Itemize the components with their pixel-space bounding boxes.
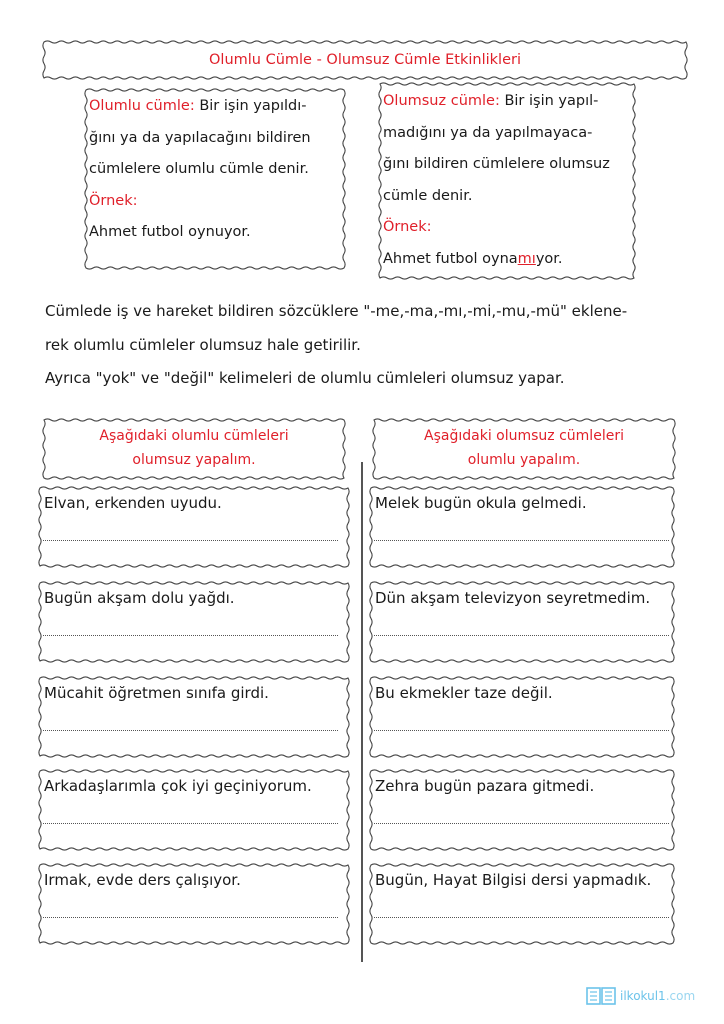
negative-example-text: Ahmet futbol oyna bbox=[383, 250, 518, 267]
exercise-box bbox=[40, 488, 348, 566]
exercise-box bbox=[371, 583, 673, 661]
negative-def-line: cümle denir. bbox=[383, 187, 473, 204]
left-instruction-line: Aşağıdaki olumlu cümleleri bbox=[99, 428, 289, 444]
exercise-box bbox=[371, 865, 673, 943]
answer-line[interactable] bbox=[43, 540, 338, 541]
right-instruction-line: olumlu yapalım. bbox=[467, 452, 581, 468]
page-title: Olumlu Cümle - Olumsuz Cümle Etkinlikleri bbox=[209, 52, 521, 68]
positive-example-label: Örnek: bbox=[89, 192, 138, 209]
answer-line[interactable] bbox=[374, 635, 669, 636]
positive-definition-box bbox=[86, 90, 344, 268]
watermark-tld: .com bbox=[665, 989, 696, 1003]
exercise-sentence: Bugün, Hayat Bilgisi dersi yapmadık. bbox=[375, 871, 652, 889]
watermark-name: ilkokul1 bbox=[620, 989, 666, 1003]
answer-line[interactable] bbox=[43, 917, 338, 918]
negative-example bbox=[383, 244, 610, 276]
exercise-sentence: Mücahit öğretmen sınıfa girdi. bbox=[44, 684, 269, 702]
positive-term: Olumlu cümle: bbox=[89, 98, 195, 114]
right-instruction-box bbox=[374, 420, 674, 478]
negative-def-line: madığını ya da yapılmayaca- bbox=[383, 124, 593, 141]
left-instruction-box bbox=[44, 420, 344, 478]
positive-def-line: ğını ya da yapılacağını bildiren bbox=[89, 129, 311, 146]
watermark-logo bbox=[586, 986, 695, 1006]
answer-line[interactable] bbox=[43, 730, 338, 731]
exercise-sentence: Bugün akşam dolu yağdı. bbox=[44, 589, 235, 607]
book-icon bbox=[586, 986, 616, 1006]
explanation-line: rek olumlu cümleler olumsuz hale getirilir. bbox=[45, 336, 361, 354]
answer-line[interactable] bbox=[43, 823, 338, 824]
negative-example-label: Örnek: bbox=[383, 219, 432, 235]
exercise-box bbox=[40, 583, 348, 661]
exercise-box bbox=[371, 771, 673, 849]
negative-definition-box bbox=[380, 84, 634, 278]
exercise-sentence: Elvan, erkenden uyudu. bbox=[44, 494, 222, 512]
negative-term: Olumsuz cümle: bbox=[383, 93, 500, 109]
answer-line[interactable] bbox=[43, 635, 338, 636]
negative-example-text: yor. bbox=[535, 250, 563, 267]
exercise-sentence: Bu ekmekler taze değil. bbox=[375, 684, 553, 702]
exercise-sentence: Dün akşam televizyon seyretmedim. bbox=[375, 589, 651, 607]
positive-def-line: cümlelere olumlu cümle denir. bbox=[89, 161, 309, 177]
exercise-sentence: Zehra bugün pazara gitmedi. bbox=[375, 777, 595, 795]
exercise-box bbox=[40, 678, 348, 756]
negative-def-line: Bir işin yapıl- bbox=[504, 93, 599, 109]
explanation-line: Ayrıca "yok" ve "değil" kelimeleri de olumlu cümleleri olumsuz yapar. bbox=[45, 369, 565, 387]
explanation-line: Cümlede iş ve hareket bildiren sözcüklere "-me,-ma,-mı,-mi,-mu,-mü" eklene- bbox=[45, 302, 628, 320]
answer-line[interactable] bbox=[374, 823, 669, 824]
left-instruction-line: olumsuz yapalım. bbox=[132, 452, 256, 468]
answer-line[interactable] bbox=[374, 917, 669, 918]
exercise-box bbox=[371, 488, 673, 566]
right-instruction-line: Aşağıdaki olumsuz cümleleri bbox=[424, 428, 624, 444]
column-divider bbox=[361, 462, 363, 962]
title-banner bbox=[44, 42, 686, 78]
exercise-sentence: Melek bugün okula gelmedi. bbox=[375, 494, 587, 512]
answer-line[interactable] bbox=[374, 540, 669, 541]
exercise-box bbox=[40, 865, 348, 943]
exercise-box bbox=[40, 771, 348, 849]
exercise-box bbox=[371, 678, 673, 756]
exercise-sentence: Irmak, evde ders çalışıyor. bbox=[44, 871, 241, 889]
negative-def-line: ğını bildiren cümlelere olumsuz bbox=[383, 156, 610, 172]
exercise-sentence: Arkadaşlarımla çok iyi geçiniyorum. bbox=[44, 777, 312, 795]
negation-suffix-highlight: mı bbox=[517, 250, 536, 267]
positive-example: Ahmet futbol oynuyor. bbox=[89, 224, 251, 240]
answer-line[interactable] bbox=[374, 730, 669, 731]
positive-def-line: Bir işin yapıldı- bbox=[199, 98, 307, 114]
